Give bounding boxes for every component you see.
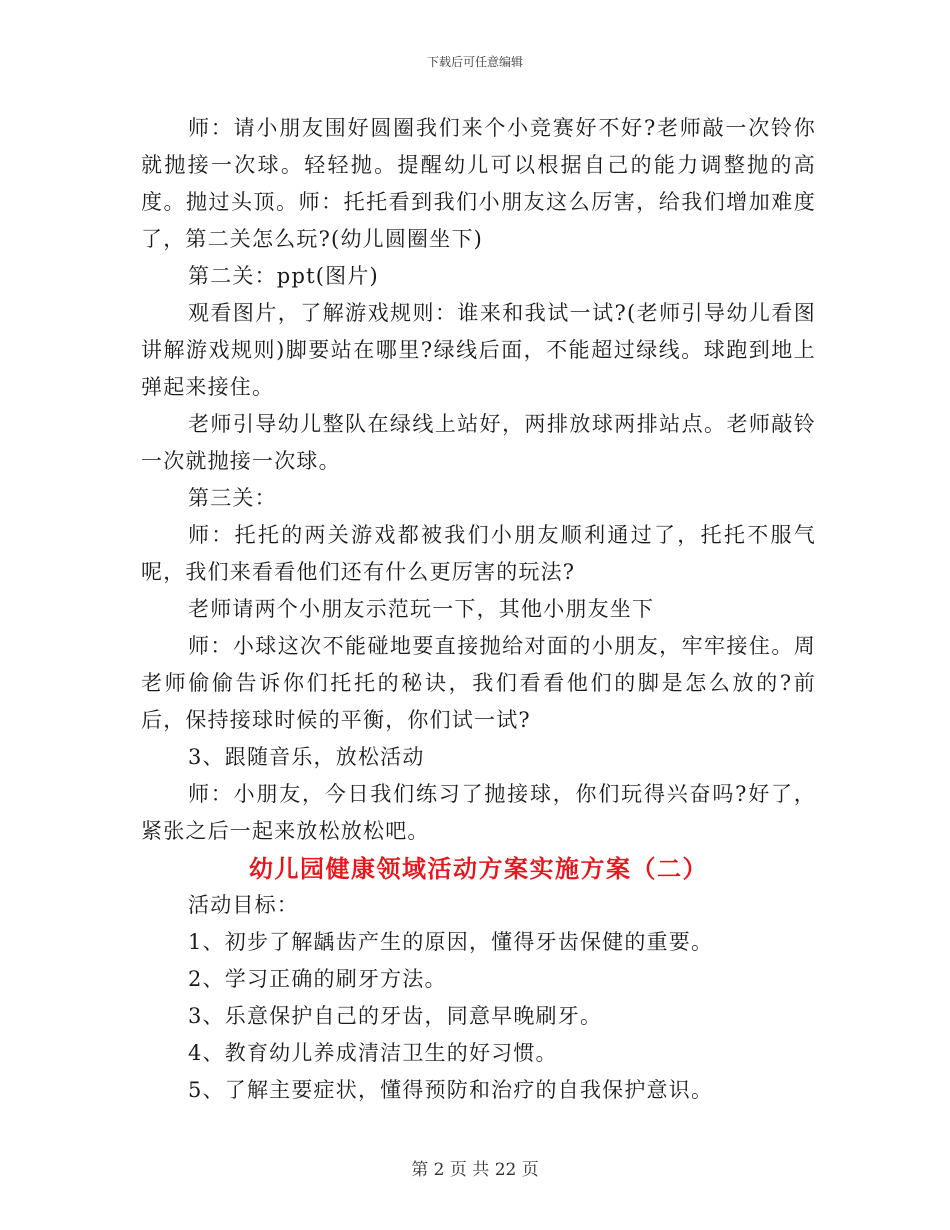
paragraph: 3、跟随音乐，放松活动 [188,745,425,769]
list-item: 4、教育幼儿养成清洁卫生的好习惯。 [188,1041,558,1065]
paragraph: 老师请两个小朋友示范玩一下，其他小朋友坐下 [188,597,655,621]
paragraph: 师：小球这次不能碰地要直接抛给对面的小朋友，牢牢接住。周老师偷偷告诉你们托托的秘诀，我们看看他们的脚是怎么放的?前后，保持接球时候的平衡，你们试一试? [141,634,816,732]
paragraph: 师：托托的两关游戏都被我们小朋友顺利通过了，托托不服气呢，我们来看看他们还有什么更厉害的玩法? [141,523,816,584]
list-item: 1、初步了解龋齿产生的原因，懂得牙齿保健的重要。 [188,930,714,954]
document-body [141,110,816,1109]
paragraph: 师：小朋友，今日我们练习了抛接球，你们玩得兴奋吗?好了，紧张之后一起来放松放松吧。 [141,782,816,843]
list-item: 2、学习正确的刷牙方法。 [188,967,447,991]
section-title: 幼儿园健康领域活动方案实施方案（二） [249,854,708,883]
list-item: 5、了解主要症状，懂得预防和治疗的自我保护意识。 [188,1078,714,1102]
paragraph: 第三关： [188,486,277,510]
page-number: 第 2 页 共 22 页 [411,1160,539,1180]
paragraph: 老师引导幼儿整队在绿线上站好，两排放球两排站点。老师敲铃一次就抛接一次球。 [141,412,816,473]
paragraph: 第二关：ppt(图片) [188,264,379,288]
paragraph: 活动目标： [188,893,299,917]
list-item: 3、乐意保护自己的牙齿，同意早晚刷牙。 [188,1004,603,1028]
header-note: 下载后可任意编辑 [426,55,523,69]
paragraph: 观看图片，了解游戏规则：谁来和我试一试?(老师引导幼儿看图讲解游戏规则)脚要站在哪里?绿线后面，不能超过绿线。球跑到地上弹起来接住。 [141,301,816,399]
paragraph: 师：请小朋友围好圆圈我们来个小竞赛好不好?老师敲一次铃你就抛接一次球。轻轻抛。提醒幼儿可以根据自己的能力调整抛的高度。抛过头顶。师：托托看到我们小朋友这么厉害，给我们增加难度了，第二关怎么玩?(幼儿圆圈坐下) [141,116,816,251]
